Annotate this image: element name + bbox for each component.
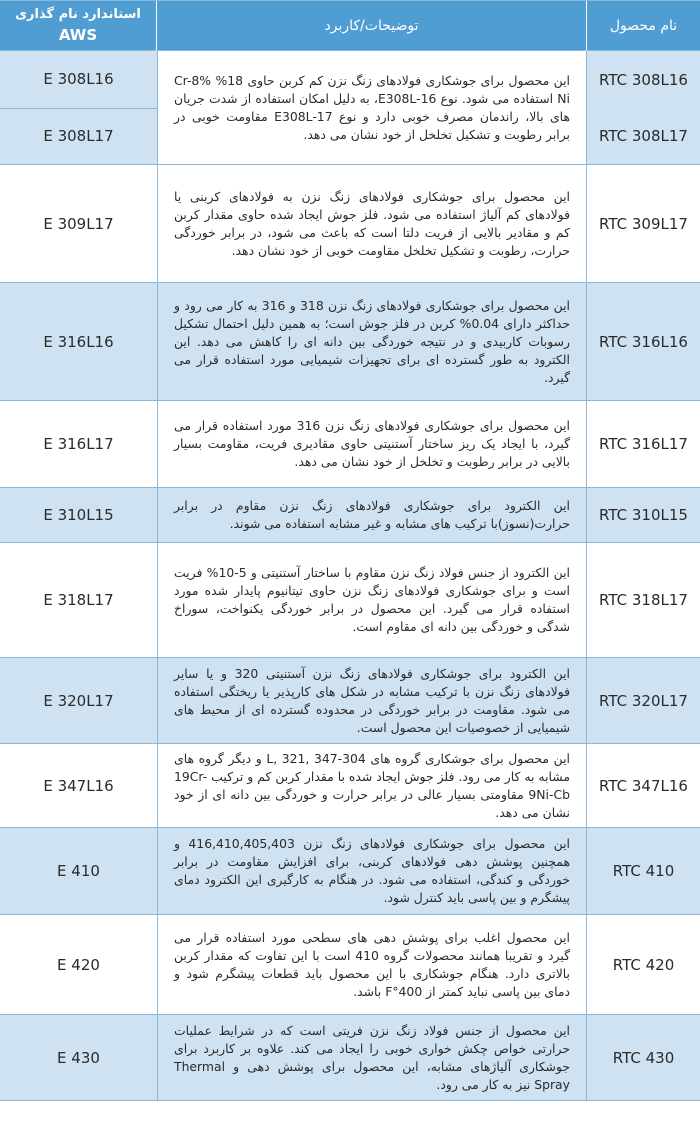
product-cell	[587, 658, 700, 744]
header-description: توضیحات/کاربرد	[157, 1, 587, 51]
description-text: این الکترود برای جوشکاری فولادهای زنگ نزن آستنیتی 320 و یا سایر فولادهای زنگ نزن با ترکیب مشابه در شکل های کارپذیر یا ریختگی استفاده می شود. مقاومت در برابر خوردگی در محدوده گسترده ای از محیط های شیمیایی از خصوصیات این محصول است.	[174, 665, 570, 735]
aws-code: E 308L17	[0, 108, 157, 165]
description-cell	[157, 828, 587, 915]
product-cell	[587, 828, 700, 915]
aws-code: E 309L17	[43, 214, 114, 233]
aws-cell	[0, 744, 157, 828]
aws-cell	[0, 488, 157, 543]
aws-cell	[0, 401, 157, 488]
product-cell	[587, 915, 700, 1015]
product-name: RTC 308L17	[599, 127, 688, 145]
product-cell	[587, 401, 700, 488]
product-name: RTC 316L17	[599, 435, 688, 453]
description-text: این الکترود برای جوشکاری فولادهای زنگ نزن مقاوم در برابر حرارت(نسوز)با ترکیب های مشابه و غیر مشابه استفاده می شوند.	[174, 498, 570, 531]
product-name: RTC 320L17	[599, 691, 688, 710]
product-cell	[587, 488, 700, 543]
description-cell	[157, 543, 587, 658]
aws-code: E 420	[57, 955, 100, 974]
product-name: RTC 347L16	[599, 776, 688, 795]
header-aws-line2: AWS	[58, 26, 98, 44]
aws-code: E 308L16	[43, 70, 114, 89]
product-name: RTC 318L17	[599, 591, 688, 609]
header-aws-line1: استاندارد نام گذاری	[15, 7, 141, 22]
description-cell	[157, 658, 587, 744]
aws-cell	[0, 828, 157, 915]
product-cell	[587, 165, 700, 283]
description-cell	[157, 744, 587, 828]
description-text: این محصول از جنس فولاد زنگ نزن فریتی است که در شرایط عملیات حرارتی خواص چکش خواری خوبی را ایجاد می کند. علاوه بر کاربرد برای جوشکاری آلیاژهای مشابه، این محصول برای پوشش دهی و Thermal Spray نیز به کار می رود.	[174, 1022, 570, 1092]
description-cell	[157, 401, 587, 488]
aws-code: E 310L15	[43, 506, 114, 524]
aws-code: E 320L17	[43, 691, 114, 710]
description-text: این محصول برای جوشکاری فولادهای زنگ نزن 318 و 316 به کار می رود و حداکثر دارای 0.04% کربن در فلز جوش است؛ به همین دلیل احتمال تشکیل رسوبات کاربیدی و در نتیجه خوردگی بین دانه ای را کاهش می دهد. این الکترود به طور گسترده ای برای تجهیزات شیمیایی مورد استفاده قرار می گیرد.	[174, 297, 570, 385]
description-cell	[157, 915, 587, 1015]
description-text: این محصول برای جوشکاری گروه های 304-L, 321, 347 و دیگر گروه های مشابه به کار می رود. فلز جوش ایجاد شده با مقدار کربن کم و ترکیب 19Cr-9Ni-Cb مقاومتی بسیار عالی در برابر حرارت و خوردگی بین دانه ای از خود نشان می دهد.	[174, 750, 570, 820]
aws-code: E 316L16	[43, 332, 114, 351]
header-product-name: نام محصول	[587, 1, 700, 51]
product-cell	[587, 1015, 700, 1101]
aws-code: E 316L17	[43, 435, 114, 453]
description-cell	[157, 1015, 587, 1101]
aws-code: E 347L16	[43, 776, 114, 795]
description-text: این محصول اغلب برای پوشش دهی های سطحی مورد استفاده قرار می گیرد و تقریبا همانند محصولات گروه 410 است با این تفاوت که مقدار کربن بالاتری دارد. هنگام جوشکاری با این محصول باید قطعات پیشگرم شود و دمای بین پاسی نباید کمتر از 400°F باشد.	[174, 929, 570, 999]
aws-code: E 318L17	[43, 591, 114, 609]
product-name: RTC 430	[612, 1048, 675, 1067]
aws-cell	[0, 543, 157, 658]
description-text: این محصول برای جوشکاری فولادهای زنگ نزن کم کربن حاوی 18% Cr-8% Ni استفاده می شود. نوع E308L-16، به دلیل امکان استفاده از شدت جریان های بالا، راندمان مصرف خوبی دارد و نوع E308L-17 مقاومت خوبی در برابر رطوبت و تشکیل تخلخل از خود نشان می دهد.	[174, 72, 570, 142]
aws-cell	[0, 915, 157, 1015]
product-cell	[587, 744, 700, 828]
product-name: RTC 410	[612, 862, 675, 880]
description-cell	[157, 283, 587, 401]
description-text: این محصول برای جوشکاری فولادهای زنگ نزن به فولادهای کربنی یا فولادهای کم آلیاژ استفاده می شود. فلز جوش ایجاد شده حاوی مقدار کربن کم و مقادیر بالایی از فریت دلتا است که باعث می شود، در برابر خوردگی حرارت، رطوبت و تشکیل تخلخل مقاومت خوبی از خود نشان دهد.	[174, 188, 570, 258]
description-cell	[157, 488, 587, 543]
aws-cell	[0, 165, 157, 283]
description-text: این محصول برای جوشکاری فولادهای زنگ نزن 316 مورد استفاده قرار می گیرد، با ایجاد یک ریز ساختار آستنیتی حاوی مقادیری فریت، مقاومت بسیار بالایی در برابر رطوبت و تخلخل از خود نشان می دهد.	[174, 418, 571, 469]
product-name: RTC 316L16	[599, 332, 688, 351]
product-cell	[587, 283, 700, 401]
aws-code: E 410	[57, 862, 100, 880]
header-aws-standard	[0, 1, 157, 51]
product-cell	[587, 51, 700, 165]
product-cell	[587, 543, 700, 658]
product-name: RTC 310L15	[599, 506, 688, 524]
aws-cell	[0, 51, 157, 165]
aws-cell	[0, 283, 157, 401]
aws-cell	[0, 1015, 157, 1101]
description-text: این محصول برای جوشکاری فولادهای زنگ نزن 416,410,405,403 و همچنین پوشش دهی فولادهای کربنی، برای افزایش مقاومت در برابر خوردگی و کندگی، استفاده می شود. در هنگام به کارگیری این الکترود دمای پیشگرم و بین پاسی باید کنترل شود.	[174, 836, 570, 905]
description-cell	[157, 51, 587, 165]
aws-code: E 430	[57, 1048, 100, 1067]
aws-cell	[0, 658, 157, 744]
description-cell	[157, 165, 587, 283]
product-name: RTC 309L17	[599, 214, 688, 233]
description-text: این الکترود از جنس فولاد زنگ نزن مقاوم با ساختار آستنیتی و 5-10% فریت است و برای جوشکاری فولادهای زنگ نزن حاوی تیتانیوم پایدار شده مورد استفاده قرار می گیرد. این محصول در برابر خوردگی یکنواخت، سوراخ شدگی و خوردگی بین دانه ای مقاوم است.	[174, 565, 570, 634]
product-name: RTC 420	[612, 955, 675, 974]
product-name: RTC 308L16	[599, 70, 688, 89]
